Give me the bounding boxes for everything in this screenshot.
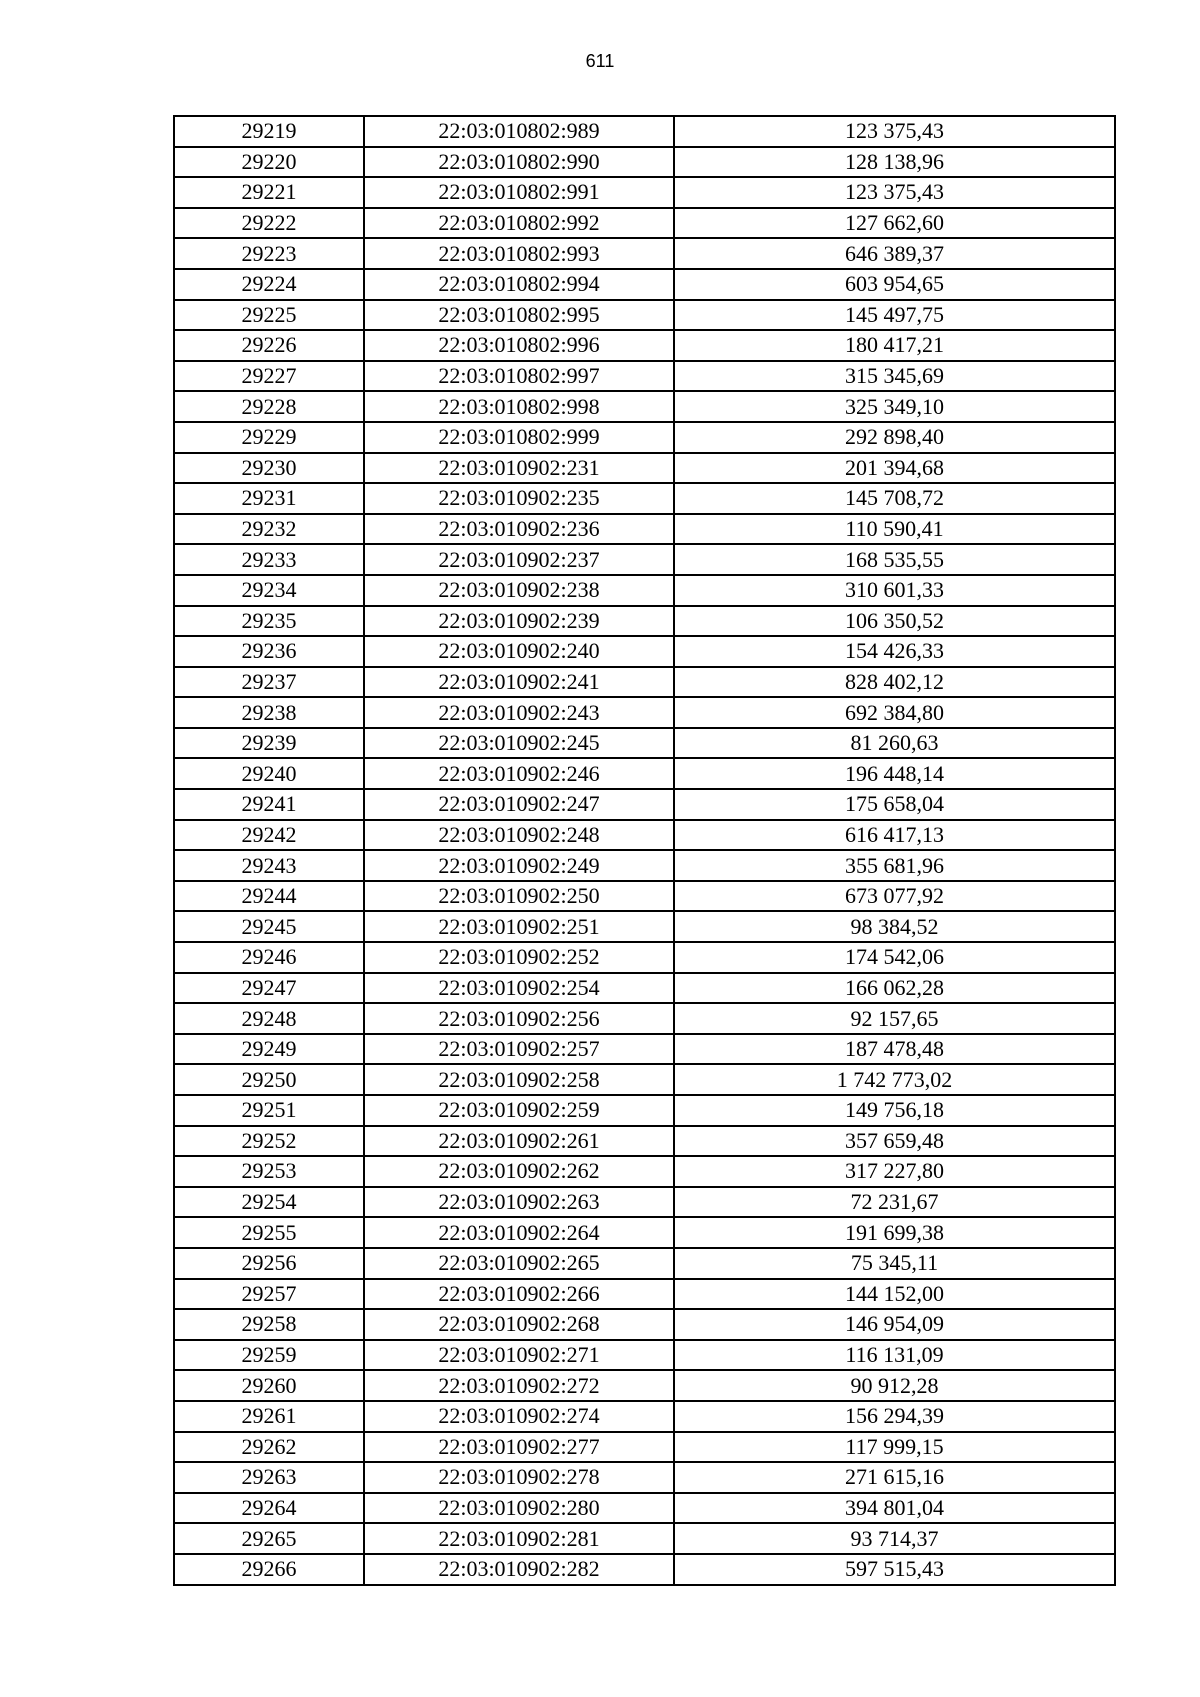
table-row: [174, 850, 1115, 881]
cadastral-number-cell: 22:03:010902:250: [364, 881, 674, 912]
table-row: [174, 697, 1115, 728]
row-number-cell: 29236: [174, 636, 364, 667]
value-cell: 673 077,92: [674, 881, 1115, 912]
value-cell: 355 681,96: [674, 850, 1115, 881]
table-row: [174, 667, 1115, 698]
table-row: [174, 1217, 1115, 1248]
row-number-cell: 29243: [174, 850, 364, 881]
value-cell: 128 138,96: [674, 147, 1115, 178]
cadastral-number-cell: 22:03:010902:245: [364, 728, 674, 759]
row-number-cell: 29264: [174, 1493, 364, 1524]
value-cell: 315 345,69: [674, 361, 1115, 392]
table-row: [174, 973, 1115, 1004]
value-cell: 187 478,48: [674, 1034, 1115, 1065]
table-row: [174, 422, 1115, 453]
table-row: [174, 1309, 1115, 1340]
row-number-cell: 29249: [174, 1034, 364, 1065]
value-cell: 123 375,43: [674, 177, 1115, 208]
cadastral-number-cell: 22:03:010902:272: [364, 1370, 674, 1401]
value-cell: 603 954,65: [674, 269, 1115, 300]
cadastral-number-cell: 22:03:010902:274: [364, 1401, 674, 1432]
cadastral-number-cell: 22:03:010802:989: [364, 116, 674, 147]
table-row: [174, 1095, 1115, 1126]
cadastral-number-cell: 22:03:010902:268: [364, 1309, 674, 1340]
cadastral-number-cell: 22:03:010802:994: [364, 269, 674, 300]
value-cell: 310 601,33: [674, 575, 1115, 606]
cadastral-number-cell: 22:03:010902:241: [364, 667, 674, 698]
value-cell: 646 389,37: [674, 238, 1115, 269]
cadastral-number-cell: 22:03:010802:991: [364, 177, 674, 208]
cadastral-number-cell: 22:03:010902:236: [364, 514, 674, 545]
value-cell: 271 615,16: [674, 1462, 1115, 1493]
value-cell: 828 402,12: [674, 667, 1115, 698]
cadastral-number-cell: 22:03:010902:263: [364, 1187, 674, 1218]
cadastral-number-cell: 22:03:010902:271: [364, 1340, 674, 1371]
cadastral-number-cell: 22:03:010802:998: [364, 391, 674, 422]
row-number-cell: 29238: [174, 697, 364, 728]
cadastral-number-cell: 22:03:010902:265: [364, 1248, 674, 1279]
value-cell: 191 699,38: [674, 1217, 1115, 1248]
row-number-cell: 29250: [174, 1064, 364, 1095]
row-number-cell: 29247: [174, 973, 364, 1004]
row-number-cell: 29261: [174, 1401, 364, 1432]
table-row: [174, 1003, 1115, 1034]
row-number-cell: 29259: [174, 1340, 364, 1371]
row-number-cell: 29244: [174, 881, 364, 912]
value-cell: 117 999,15: [674, 1432, 1115, 1463]
row-number-cell: 29256: [174, 1248, 364, 1279]
table-row: [174, 575, 1115, 606]
table-row: [174, 208, 1115, 239]
table-row: [174, 1554, 1115, 1585]
value-cell: 180 417,21: [674, 330, 1115, 361]
value-cell: 196 448,14: [674, 758, 1115, 789]
table-row: [174, 728, 1115, 759]
value-cell: 1 742 773,02: [674, 1064, 1115, 1095]
row-number-cell: 29266: [174, 1554, 364, 1585]
row-number-cell: 29251: [174, 1095, 364, 1126]
table-row: [174, 1187, 1115, 1218]
cadastral-number-cell: 22:03:010902:264: [364, 1217, 674, 1248]
cadastral-number-cell: 22:03:010902:262: [364, 1156, 674, 1187]
table-row: [174, 238, 1115, 269]
value-cell: 292 898,40: [674, 422, 1115, 453]
row-number-cell: 29246: [174, 942, 364, 973]
table-row: [174, 1432, 1115, 1463]
value-cell: 154 426,33: [674, 636, 1115, 667]
row-number-cell: 29242: [174, 820, 364, 851]
value-cell: 156 294,39: [674, 1401, 1115, 1432]
cadastral-number-cell: 22:03:010902:261: [364, 1126, 674, 1157]
value-cell: 317 227,80: [674, 1156, 1115, 1187]
cadastral-number-cell: 22:03:010802:996: [364, 330, 674, 361]
row-number-cell: 29237: [174, 667, 364, 698]
table-row: [174, 1340, 1115, 1371]
value-cell: 168 535,55: [674, 544, 1115, 575]
value-cell: 72 231,67: [674, 1187, 1115, 1218]
row-number-cell: 29240: [174, 758, 364, 789]
cadastral-number-cell: 22:03:010902:248: [364, 820, 674, 851]
row-number-cell: 29253: [174, 1156, 364, 1187]
cadastral-number-cell: 22:03:010902:282: [364, 1554, 674, 1585]
table-row: [174, 147, 1115, 178]
value-cell: 90 912,28: [674, 1370, 1115, 1401]
table-row: [174, 1462, 1115, 1493]
cadastral-number-cell: 22:03:010902:243: [364, 697, 674, 728]
cadastral-number-cell: 22:03:010902:277: [364, 1432, 674, 1463]
cadastral-number-cell: 22:03:010902:257: [364, 1034, 674, 1065]
cadastral-number-cell: 22:03:010802:995: [364, 300, 674, 331]
value-cell: 127 662,60: [674, 208, 1115, 239]
table-row: [174, 1493, 1115, 1524]
table-row: [174, 1523, 1115, 1554]
table-row: [174, 1279, 1115, 1310]
value-cell: 394 801,04: [674, 1493, 1115, 1524]
cadastral-number-cell: 22:03:010802:997: [364, 361, 674, 392]
table-row: [174, 453, 1115, 484]
row-number-cell: 29222: [174, 208, 364, 239]
row-number-cell: 29227: [174, 361, 364, 392]
value-cell: 144 152,00: [674, 1279, 1115, 1310]
row-number-cell: 29221: [174, 177, 364, 208]
table-body: [174, 116, 1115, 1585]
value-cell: 116 131,09: [674, 1340, 1115, 1371]
row-number-cell: 29225: [174, 300, 364, 331]
row-number-cell: 29262: [174, 1432, 364, 1463]
row-number-cell: 29252: [174, 1126, 364, 1157]
value-cell: 98 384,52: [674, 911, 1115, 942]
row-number-cell: 29223: [174, 238, 364, 269]
table-row: [174, 269, 1115, 300]
cadastral-number-cell: 22:03:010902:256: [364, 1003, 674, 1034]
table-row: [174, 820, 1115, 851]
table-row: [174, 911, 1115, 942]
cadastral-number-cell: 22:03:010902:237: [364, 544, 674, 575]
cadastral-number-cell: 22:03:010902:247: [364, 789, 674, 820]
table-row: [174, 1156, 1115, 1187]
cadastral-number-cell: 22:03:010902:246: [364, 758, 674, 789]
cadastral-number-cell: 22:03:010902:252: [364, 942, 674, 973]
row-number-cell: 29230: [174, 453, 364, 484]
row-number-cell: 29265: [174, 1523, 364, 1554]
table-row: [174, 1370, 1115, 1401]
cadastral-number-cell: 22:03:010802:992: [364, 208, 674, 239]
table-row: [174, 177, 1115, 208]
cadastral-number-cell: 22:03:010802:993: [364, 238, 674, 269]
table-row: [174, 1126, 1115, 1157]
table-row: [174, 881, 1115, 912]
value-cell: 93 714,37: [674, 1523, 1115, 1554]
table-row: [174, 1248, 1115, 1279]
row-number-cell: 29239: [174, 728, 364, 759]
table-row: [174, 514, 1115, 545]
row-number-cell: 29231: [174, 483, 364, 514]
table-row: [174, 942, 1115, 973]
table-row: [174, 789, 1115, 820]
cadastral-number-cell: 22:03:010802:990: [364, 147, 674, 178]
cadastral-number-cell: 22:03:010902:258: [364, 1064, 674, 1095]
row-number-cell: 29234: [174, 575, 364, 606]
value-cell: 106 350,52: [674, 606, 1115, 637]
row-number-cell: 29229: [174, 422, 364, 453]
table-row: [174, 300, 1115, 331]
table-row: [174, 606, 1115, 637]
row-number-cell: 29263: [174, 1462, 364, 1493]
cadastral-number-cell: 22:03:010902:278: [364, 1462, 674, 1493]
value-cell: 692 384,80: [674, 697, 1115, 728]
cadastral-number-cell: 22:03:010902:235: [364, 483, 674, 514]
value-cell: 166 062,28: [674, 973, 1115, 1004]
cadastral-number-cell: 22:03:010902:240: [364, 636, 674, 667]
data-table: [173, 115, 1116, 1586]
row-number-cell: 29224: [174, 269, 364, 300]
value-cell: 201 394,68: [674, 453, 1115, 484]
value-cell: 174 542,06: [674, 942, 1115, 973]
cadastral-number-cell: 22:03:010902:239: [364, 606, 674, 637]
row-number-cell: 29254: [174, 1187, 364, 1218]
row-number-cell: 29232: [174, 514, 364, 545]
cadastral-number-cell: 22:03:010902:249: [364, 850, 674, 881]
table-row: [174, 544, 1115, 575]
row-number-cell: 29245: [174, 911, 364, 942]
table-row: [174, 330, 1115, 361]
value-cell: 616 417,13: [674, 820, 1115, 851]
table-row: [174, 1064, 1115, 1095]
value-cell: 146 954,09: [674, 1309, 1115, 1340]
cadastral-number-cell: 22:03:010902:238: [364, 575, 674, 606]
row-number-cell: 29255: [174, 1217, 364, 1248]
value-cell: 175 658,04: [674, 789, 1115, 820]
table-row: [174, 1034, 1115, 1065]
cadastral-number-cell: 22:03:010902:231: [364, 453, 674, 484]
row-number-cell: 29257: [174, 1279, 364, 1310]
row-number-cell: 29219: [174, 116, 364, 147]
cadastral-number-cell: 22:03:010902:281: [364, 1523, 674, 1554]
table-row: [174, 758, 1115, 789]
cadastral-number-cell: 22:03:010902:266: [364, 1279, 674, 1310]
table-row: [174, 1401, 1115, 1432]
value-cell: 81 260,63: [674, 728, 1115, 759]
table-row: [174, 391, 1115, 422]
cadastral-number-cell: 22:03:010902:251: [364, 911, 674, 942]
table-row: [174, 636, 1115, 667]
row-number-cell: 29235: [174, 606, 364, 637]
cadastral-number-cell: 22:03:010902:280: [364, 1493, 674, 1524]
row-number-cell: 29226: [174, 330, 364, 361]
value-cell: 92 157,65: [674, 1003, 1115, 1034]
row-number-cell: 29248: [174, 1003, 364, 1034]
row-number-cell: 29260: [174, 1370, 364, 1401]
row-number-cell: 29228: [174, 391, 364, 422]
page-number: 611: [585, 51, 615, 71]
value-cell: 357 659,48: [674, 1126, 1115, 1157]
row-number-cell: 29233: [174, 544, 364, 575]
value-cell: 110 590,41: [674, 514, 1115, 545]
table-row: [174, 116, 1115, 147]
value-cell: 149 756,18: [674, 1095, 1115, 1126]
row-number-cell: 29241: [174, 789, 364, 820]
value-cell: 325 349,10: [674, 391, 1115, 422]
table-row: [174, 483, 1115, 514]
value-cell: 145 708,72: [674, 483, 1115, 514]
value-cell: 597 515,43: [674, 1554, 1115, 1585]
cadastral-number-cell: 22:03:010802:999: [364, 422, 674, 453]
value-cell: 75 345,11: [674, 1248, 1115, 1279]
row-number-cell: 29220: [174, 147, 364, 178]
cadastral-number-cell: 22:03:010902:254: [364, 973, 674, 1004]
cadastral-number-cell: 22:03:010902:259: [364, 1095, 674, 1126]
row-number-cell: 29258: [174, 1309, 364, 1340]
table-row: [174, 361, 1115, 392]
value-cell: 145 497,75: [674, 300, 1115, 331]
value-cell: 123 375,43: [674, 116, 1115, 147]
